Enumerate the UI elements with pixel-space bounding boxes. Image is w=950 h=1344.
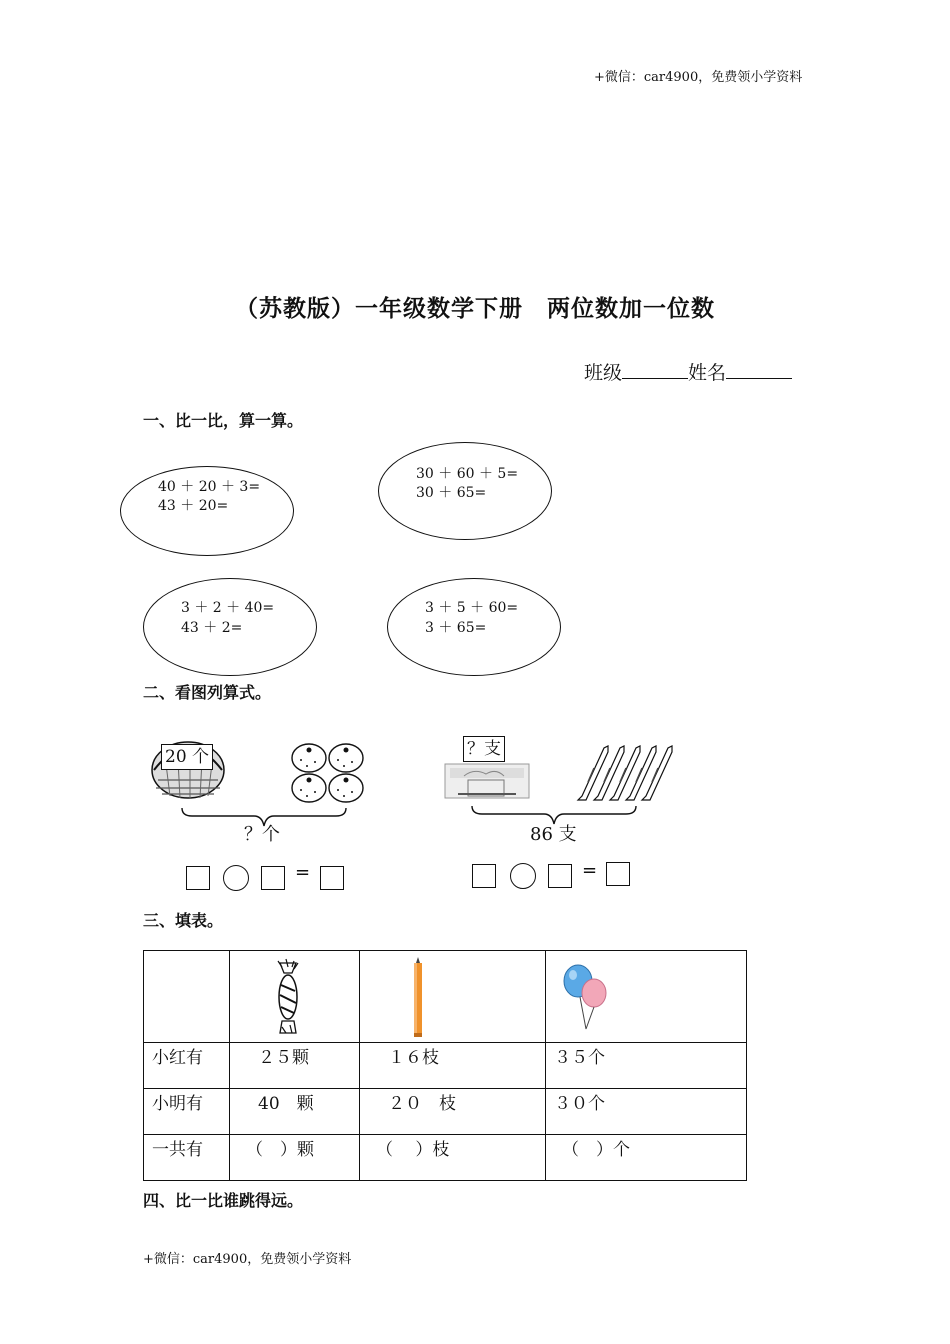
page-title: （苏教版）一年级数学下册 两位数加一位数 <box>235 296 715 322</box>
row-label: 一共有 <box>144 1135 230 1181</box>
class-name-line <box>584 358 792 385</box>
section-2-heading: 二、看图列算式。 <box>143 683 272 702</box>
balloon-icon <box>558 957 618 1037</box>
table-cell: ２０ 枝 <box>360 1089 546 1135</box>
answer-box[interactable] <box>186 866 210 890</box>
ellipse-2-line-1: 30 ＋ 60 ＋ 5= <box>416 466 519 482</box>
operator-circle[interactable] <box>223 865 249 891</box>
table-cell: ３５个 <box>546 1043 747 1089</box>
equals-sign: = <box>295 862 311 883</box>
section-1-heading: 一、比一比，算一算。 <box>143 411 304 430</box>
answer-cell[interactable]: （ ）颗 <box>230 1135 360 1181</box>
table-row <box>144 1135 747 1181</box>
table-row <box>144 1089 747 1135</box>
ellipse-1-line-1: 40 ＋ 20 ＋ 3= <box>158 479 261 495</box>
table-cell: 40 颗 <box>230 1089 360 1135</box>
table-header-cell <box>360 951 546 1043</box>
row-label: 小红有 <box>144 1043 230 1089</box>
equals-sign: = <box>582 860 598 881</box>
table-header-cell <box>230 951 360 1043</box>
ellipse-1-line-2: 43 ＋ 20= <box>158 498 229 514</box>
ellipse-2-line-2: 30 ＋ 65= <box>416 485 487 501</box>
ellipse-3-line-1: 3 ＋ 2 ＋ 40= <box>181 600 275 616</box>
table-header-cell <box>546 951 747 1043</box>
name-blank[interactable] <box>726 358 792 379</box>
pencil-case-tag: ？支 <box>463 736 505 762</box>
pencil-case-icon <box>444 762 530 800</box>
fill-table <box>143 950 747 1181</box>
basket-tag: 20 个 <box>161 744 213 770</box>
ellipse-4-line-2: 3 ＋ 65= <box>425 620 487 636</box>
table-header-row <box>144 951 747 1043</box>
answer-box[interactable] <box>472 864 496 888</box>
watermark-top: +微信：car4900，免费领小学资料 <box>594 70 803 85</box>
class-label: 班级 <box>584 362 623 384</box>
left-total-label: ？个 <box>244 824 280 845</box>
ellipse-4-line-1: 3 ＋ 5 ＋ 60= <box>425 600 519 616</box>
ellipse-3-line-2: 43 ＋ 2= <box>181 620 243 636</box>
table-cell: １６枝 <box>360 1043 546 1089</box>
answer-box[interactable] <box>320 866 344 890</box>
table-cell: ３０个 <box>546 1089 747 1135</box>
candy-icon <box>268 957 308 1037</box>
pencil-icon <box>408 955 428 1039</box>
answer-cell[interactable]: （ ）枝 <box>360 1135 546 1181</box>
pencils-icon <box>574 742 678 804</box>
section-3-heading: 三、填表。 <box>143 911 224 930</box>
answer-cell[interactable]: （ ）个 <box>546 1135 747 1181</box>
answer-box[interactable] <box>606 862 630 886</box>
answer-box[interactable] <box>261 866 285 890</box>
section-4-heading: 四、比一比谁跳得远。 <box>143 1191 304 1210</box>
right-total-label: 86 支 <box>530 824 577 845</box>
oranges-icon <box>290 742 366 804</box>
answer-box[interactable] <box>548 864 572 888</box>
watermark-bottom: +微信：car4900，免费领小学资料 <box>143 1252 352 1267</box>
operator-circle[interactable] <box>510 863 536 889</box>
class-blank[interactable] <box>622 358 688 379</box>
table-row <box>144 1043 747 1089</box>
table-corner-cell <box>144 951 230 1043</box>
row-label: 小明有 <box>144 1089 230 1135</box>
table-cell: ２５颗 <box>230 1043 360 1089</box>
name-label: 姓名 <box>688 362 727 384</box>
